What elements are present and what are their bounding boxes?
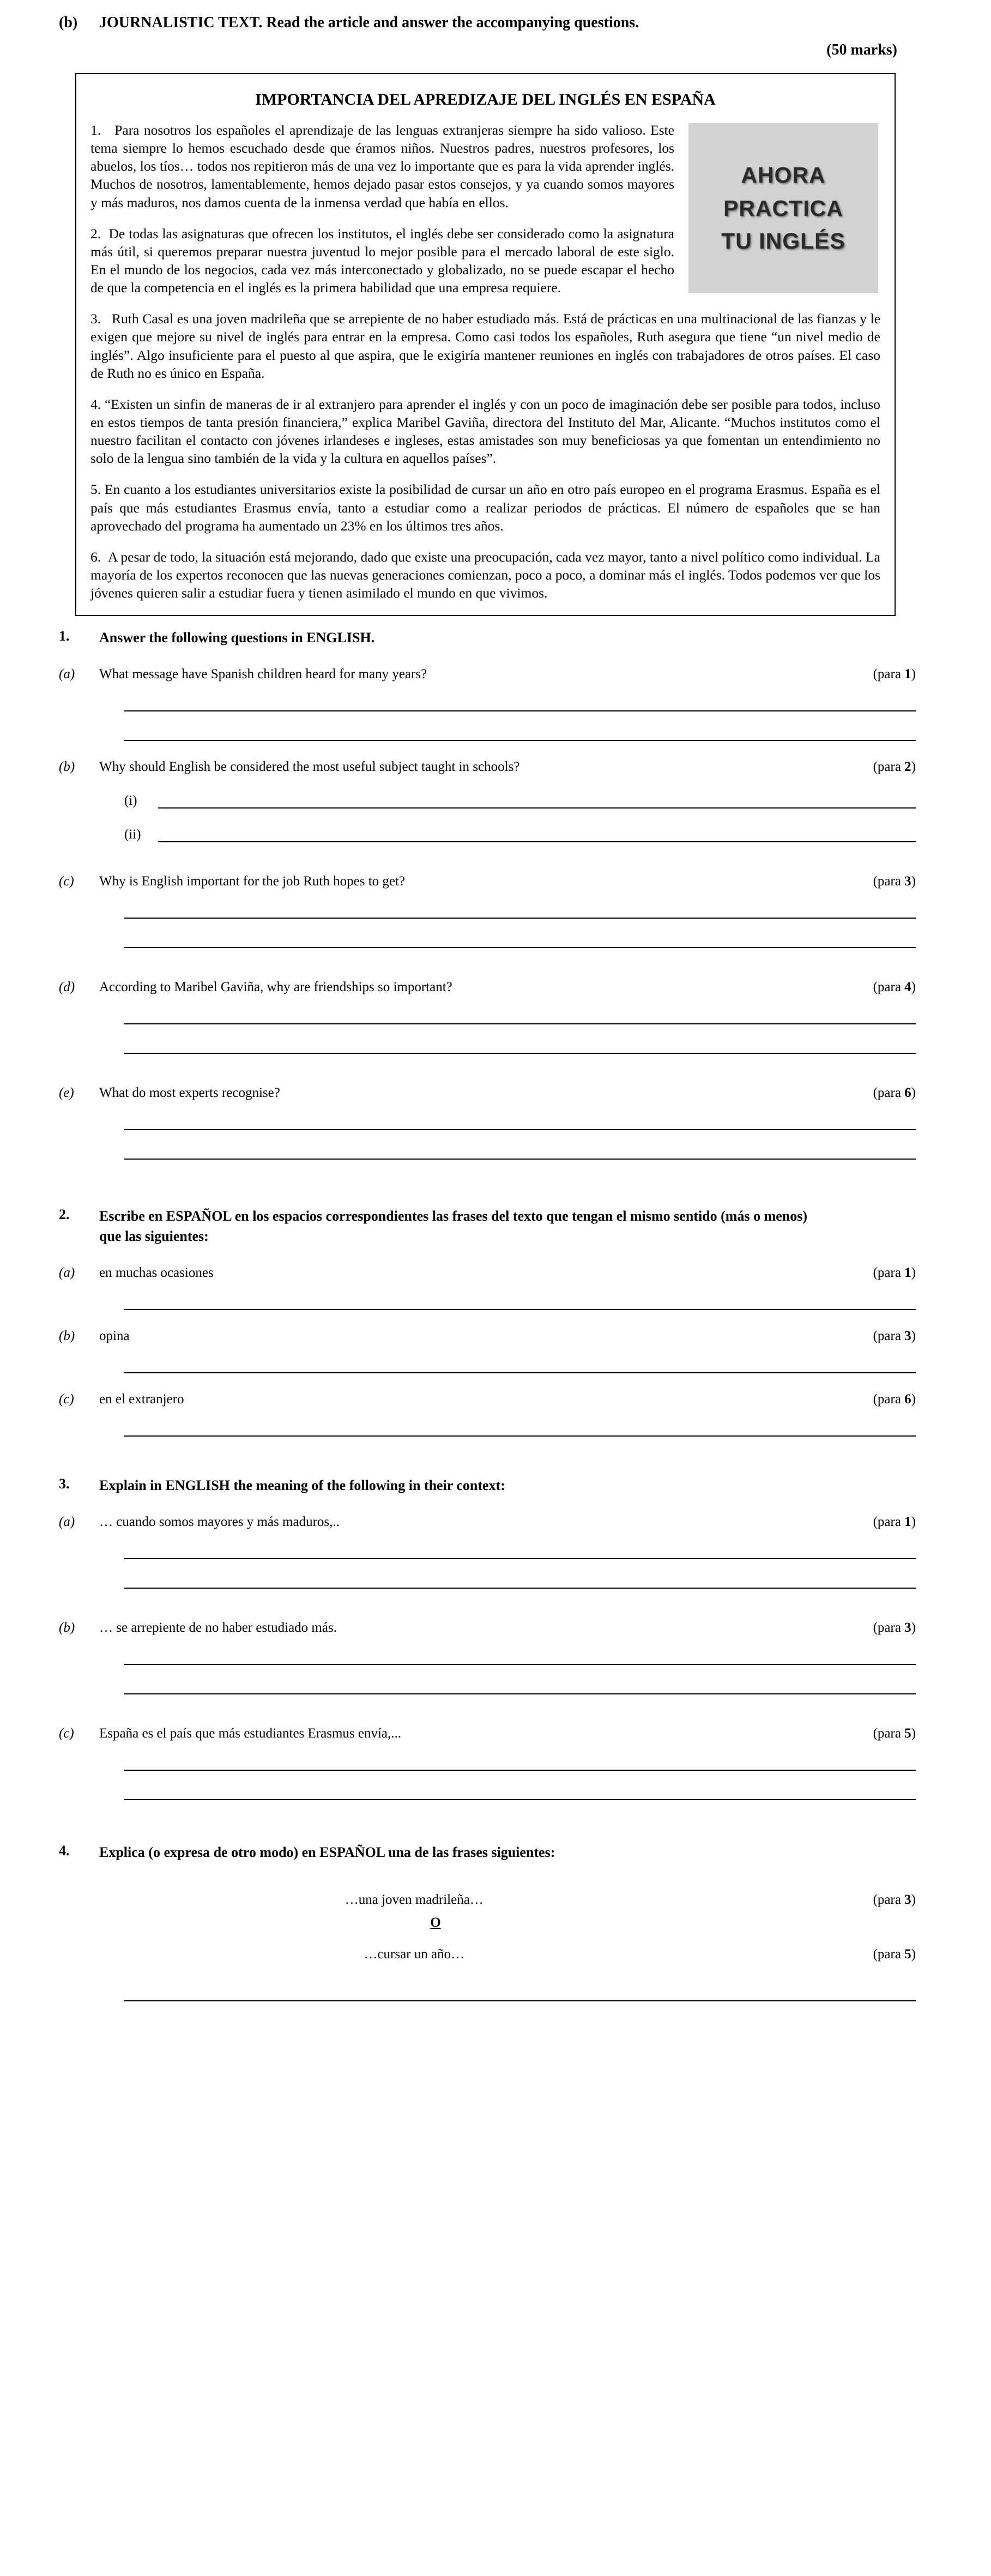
answer-area-3a [124, 1530, 916, 1589]
sub-label: (i) [124, 793, 137, 809]
section-2 [0, 1206, 991, 1437]
answer-area-1b-ii [124, 825, 916, 842]
section-number: 2. [59, 1206, 70, 1223]
answer-line[interactable] [124, 919, 916, 948]
para-ref-number: 2 [904, 759, 911, 775]
paragraph-text: Ruth Casal es una joven madrileña que se arrepiente de no haber estudiado más. Está de prácticas en una multinacional de las fianzas y le exigen que mejore su nivel de inglés para entrar en la empresa. Como casi todos los españoles, Ruth asegura que tiene “un nivel medio de inglés”. Algo insuficiente para el puesto al que aspira, que le exigiría mantener reuniones en inglés con trabajadores de otros países. El caso de Ruth no es único en España. [90, 311, 881, 381]
answer-line[interactable] [124, 1281, 916, 1310]
para-ref-prefix: (para [873, 1892, 905, 1907]
section-3-heading [59, 1476, 916, 1496]
para-reference [862, 1265, 916, 1281]
article-paragraph [90, 548, 880, 602]
answer-line[interactable] [124, 1636, 916, 1665]
paragraph-number: 4. [90, 396, 101, 412]
question-2b [59, 1329, 916, 1344]
choice-a-row [59, 1892, 916, 1908]
question-text: Why should English be considered the most useful subject taught in schools? [99, 759, 520, 775]
para-ref-prefix: (para [873, 1391, 905, 1407]
question-1b [59, 759, 916, 775]
section-1-heading [59, 628, 916, 648]
para-reference [862, 1515, 916, 1530]
para-ref-prefix: (para [873, 874, 905, 889]
para-reference [862, 1620, 916, 1636]
answer-area-2c [124, 1407, 916, 1437]
section-title: Escribe en ESPAÑOL en los espacios correspondientes las frases del texto que tengan el mismo sentido (más o menos) que las siguientes: [99, 1208, 807, 1245]
answer-line[interactable] [124, 682, 916, 711]
question-label: (c) [59, 1391, 74, 1407]
question-label: (e) [59, 1085, 74, 1101]
para-ref-suffix: ) [911, 1620, 916, 1635]
question-label: (b) [59, 1620, 75, 1635]
section-4-heading [59, 1843, 916, 1863]
answer-line[interactable] [124, 1344, 916, 1373]
question-label: (b) [59, 759, 75, 775]
para-reference [862, 1726, 916, 1741]
paragraph-number: 2. [90, 225, 101, 242]
para-reference [873, 1892, 916, 1908]
paragraph-text: “Existen un sinfin de maneras de ir al extranjero para aprender el inglés y con un poco de imaginación debe ser posible para todos, incluso en estos tiempos de tanta presión financiera,” explica Maribel Gaviña, directora del Instituto del Mar, Alicante. “Muchos institutos como el nuestro facilitan el contacto con jóvenes irlandeses e ingleses, estas amistades son muy beneficiosas ya que fomentan un entendimiento no solo de la lengua sino también de la vida y la cultura en aquellos países”. [90, 396, 880, 467]
answer-line[interactable] [124, 1741, 916, 1771]
answer-line[interactable] [124, 1771, 916, 1800]
para-ref-number: 6 [904, 1085, 911, 1101]
answer-line[interactable] [158, 791, 916, 809]
question-label: (c) [59, 1726, 74, 1741]
or-label: O [430, 1915, 441, 1930]
para-ref-prefix: (para [873, 1265, 905, 1280]
question-label: (a) [59, 1265, 75, 1280]
article-body [90, 121, 880, 604]
question-1e [59, 1085, 916, 1101]
advert-image [688, 123, 878, 293]
para-ref-suffix: ) [911, 759, 916, 775]
section-number: 4. [59, 1842, 70, 1859]
answer-area-3b [124, 1636, 916, 1694]
para-reference [873, 1947, 916, 1962]
answer-line[interactable] [124, 1024, 916, 1054]
para-ref-prefix: (para [873, 1085, 905, 1101]
para-ref-suffix: ) [911, 1085, 916, 1101]
para-ref-number: 1 [904, 667, 911, 682]
para-ref-suffix: ) [911, 980, 916, 995]
question-text: … se arrepiente de no haber estudiado más. [99, 1620, 337, 1635]
paragraph-number: 1. [90, 122, 101, 138]
question-text: What message have Spanish children heard for many years? [99, 667, 427, 682]
paragraph-text: En cuanto a los estudiantes universitarios existe la posibilidad de cursar un año en otro país europeo en el programa Erasmus. España es el país que más estudiantes Erasmus envía, tanto a estudiar como a realizar periodos de prácticas. El número de españoles que se han aprovechado del programa ha aumentado un 23% en los últimos tres años. [90, 481, 880, 534]
para-ref-suffix: ) [911, 1892, 916, 1907]
para-ref-number: 3 [904, 1328, 911, 1343]
question-2a [59, 1265, 916, 1281]
question-text: Why is English important for the job Ruth hopes to get? [99, 874, 406, 889]
advert-line-2: PRACTICA [723, 195, 843, 221]
answer-area-2a [124, 1281, 916, 1310]
para-ref-suffix: ) [911, 1514, 916, 1529]
para-ref-prefix: (para [873, 667, 905, 682]
para-reference [862, 1085, 916, 1101]
question-label: (b) [59, 1328, 75, 1343]
para-reference [862, 1329, 916, 1344]
article-paragraph [90, 310, 880, 382]
or-separator [59, 1915, 916, 1931]
answer-area-2b [124, 1344, 916, 1373]
section-number: 3. [59, 1475, 70, 1492]
question-text: opina [99, 1328, 130, 1343]
answer-line[interactable] [124, 1407, 916, 1437]
para-ref-prefix: (para [873, 1514, 905, 1529]
para-ref-suffix: ) [911, 1946, 916, 1962]
question-text: What do most experts recognise? [99, 1085, 280, 1101]
question-label: (a) [59, 1514, 75, 1529]
choice-a-phrase: …una joven madrileña… [345, 1892, 484, 1907]
para-ref-prefix: (para [873, 1946, 905, 1962]
answer-line[interactable] [124, 711, 916, 741]
para-reference [862, 1392, 916, 1407]
article-title: IMPORTANCIA DEL APREDIZAJE DEL INGLÉS EN ESPAÑA [255, 91, 716, 108]
para-ref-suffix: ) [911, 874, 916, 889]
question-label: (a) [59, 667, 75, 682]
para-ref-number: 3 [904, 1892, 911, 1907]
section-title: Answer the following questions in ENGLISH. [99, 630, 375, 646]
choice-b-phrase: …cursar un año… [364, 1946, 465, 1962]
answer-line[interactable] [124, 995, 916, 1024]
question-text: en el extranjero [99, 1391, 184, 1407]
para-ref-number: 5 [904, 1726, 911, 1741]
para-ref-number: 3 [904, 874, 911, 889]
question-label: (d) [59, 980, 75, 995]
paragraph-text: A pesar de todo, la situación está mejorando, dado que existe una preocupación, cada vez mayor, tanto a nivel político como individual. La mayoría de los expertos reconocen que las nuevas generaciones comienzan, poco a poco, a dominar más el inglés. Todos podemos ver que los jóvenes quieren salir a estudiar fuera y tienen asimilado el mundo en que vivimos. [90, 548, 880, 601]
article-paragraph [90, 395, 880, 468]
page-bottom-spacer [59, 2001, 916, 2012]
sub-label: (ii) [124, 827, 141, 842]
para-reference [862, 667, 916, 682]
page-header [0, 0, 991, 59]
question-1c [59, 874, 916, 889]
answer-area-3c [124, 1741, 916, 1800]
para-ref-number: 1 [904, 1265, 911, 1280]
paragraph-number: 5. [90, 481, 101, 498]
section-4 [0, 1843, 991, 2012]
para-ref-suffix: ) [911, 1726, 916, 1741]
question-2c [59, 1392, 916, 1407]
section-title: Explica (o expresa de otro modo) en ESPAÑOL una de las frases siguientes: [99, 1844, 555, 1860]
paragraph-number: 6. [90, 548, 101, 565]
para-reference [862, 759, 916, 775]
answer-line[interactable] [124, 1101, 916, 1130]
para-ref-prefix: (para [873, 1620, 905, 1635]
question-text: en muchas ocasiones [99, 1265, 214, 1280]
section-title: Explain in ENGLISH the meaning of the following in their context: [99, 1477, 505, 1493]
answer-line[interactable] [124, 1665, 916, 1694]
answer-line[interactable] [158, 825, 916, 842]
answer-area-1c [124, 889, 916, 948]
question-3b [59, 1620, 916, 1636]
para-ref-prefix: (para [873, 759, 905, 775]
para-ref-suffix: ) [911, 1391, 916, 1407]
question-text: According to Maribel Gaviña, why are friendships so important? [99, 980, 452, 995]
para-ref-number: 6 [904, 1391, 911, 1407]
paragraph-number: 3. [90, 311, 101, 327]
answer-area-1d [124, 995, 916, 1054]
para-reference [862, 874, 916, 889]
answer-line[interactable] [124, 1130, 916, 1160]
para-ref-suffix: ) [911, 1265, 916, 1280]
para-ref-prefix: (para [873, 1328, 905, 1343]
para-ref-prefix: (para [873, 980, 905, 995]
answer-line[interactable] [124, 1530, 916, 1559]
para-ref-suffix: ) [911, 667, 916, 682]
advert-line-3: TU INGLÉS [721, 228, 845, 254]
para-ref-number: 3 [904, 1620, 911, 1635]
question-text: España es el país que más estudiantes Erasmus envía,... [99, 1726, 402, 1741]
article-box [75, 73, 896, 616]
section-3 [0, 1476, 991, 1800]
question-part-tag: (b) [59, 14, 78, 31]
marks-label: (50 marks) [826, 41, 897, 58]
question-text: … cuando somos mayores y más maduros,.. [99, 1514, 340, 1529]
question-3c [59, 1726, 916, 1741]
para-ref-prefix: (para [873, 1726, 905, 1741]
answer-area-1b-i [124, 791, 916, 809]
para-ref-suffix: ) [911, 1328, 916, 1343]
question-3a [59, 1515, 916, 1530]
para-ref-number: 1 [904, 1514, 911, 1529]
paragraph-text: De todas las asignaturas que ofrecen los institutos, el inglés debe ser considerado como la asignatura más útil, si queremos preparar nuestra juventud lo mejor posible para el mercado laboral de este siglo. En el mundo de los negocios, cada vez más interconectado y globalizado, no se puede escapar el hecho de que la competencia en el inglés es la primera habilidad que una empresa requiere. [90, 225, 674, 296]
para-ref-number: 4 [904, 980, 911, 995]
choice-b-row [59, 1947, 916, 1962]
para-ref-number: 5 [904, 1946, 911, 1962]
advert-line-1: AHORA [741, 162, 826, 188]
answer-line[interactable] [124, 1559, 916, 1589]
section-2-heading [59, 1206, 916, 1247]
answer-area-1e [124, 1101, 916, 1160]
question-1d [59, 980, 916, 995]
instruction-line [0, 14, 991, 32]
section-number: 1. [59, 628, 70, 644]
article-paragraph [90, 480, 880, 534]
question-1a [59, 667, 916, 682]
answer-line[interactable] [124, 889, 916, 919]
para-reference [862, 980, 916, 995]
question-label: (c) [59, 874, 74, 889]
paragraph-text: Para nosotros los españoles el aprendizaje de las lenguas extranjeras siempre ha sido valioso. Este tema siempre lo hemos escuchado desde que éramos niños. Nuestros padres, nuestros profesores, los abuelos, los tíos… todos nos repitieron más de una vez lo importante que es para la vida aprender inglés. Muchos de nosotros, lamentablemente, hemos dejado pasar estos consejos, y ya cuando somos mayores y más maduros, nos damos cuenta de la inmensa verdad que había en ellos. [90, 122, 674, 210]
section-1 [0, 628, 991, 1160]
answer-area-1a [124, 682, 916, 741]
instruction-text: JOURNALISTIC TEXT. Read the article and answer the accompanying questions. [99, 14, 639, 31]
